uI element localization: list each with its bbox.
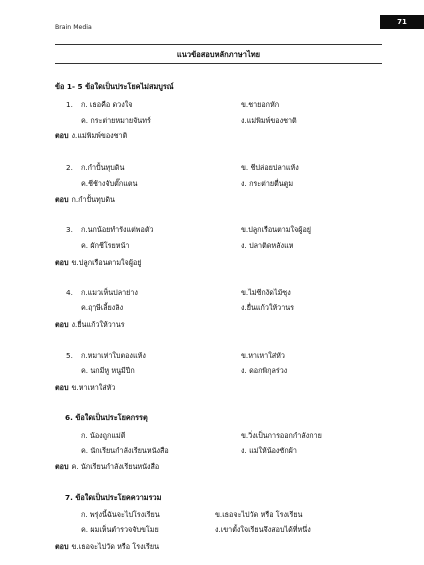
q4-number: 4.	[66, 288, 73, 297]
q6-answer: ตอบ ค. นักเรียนกำลังเรียนหนังสือ	[55, 462, 160, 471]
brand-name: Brain Media	[55, 24, 92, 31]
q1-choice-d: ง.แม่พิมพ์ของชาติ	[241, 116, 297, 125]
q3-choice-a: ก.นกน้อยทำรังแต่พอตัว	[81, 225, 154, 234]
q5-answer: ตอบ ข.หาเหาใส่หัว	[55, 383, 116, 392]
q5-number: 5.	[66, 351, 73, 360]
q7-choice-c: ค. ผมเห็นตำรวจจับขโมย	[81, 525, 159, 534]
q7-choice-b: ข.เธอจะไปวัด หรือ โรงเรียน	[215, 510, 303, 519]
q2-choice-c: ค.ชีช้างจับตั๊กแตน	[81, 179, 138, 188]
q1-choice-b: ข.ชายอกหัก	[241, 100, 280, 109]
q3-number: 3.	[66, 225, 73, 234]
q3-answer: ตอบ ข.ปลูกเรือนตามใจผู้อยู่	[55, 258, 142, 267]
q2-choice-a: ก.กำปั้นทุบดิน	[81, 163, 125, 172]
q5-choice-b: ข.หาเหาใส่หัว	[241, 351, 285, 360]
q3-choice-c: ค. ผักชีโรยหน้า	[81, 241, 130, 250]
q6-choice-a: ก. น้องถูกแม่ตี	[81, 431, 126, 440]
q4-answer: ตอบ ง.ยื่นแก้วให้วานร	[55, 320, 125, 329]
q7-answer: ตอบ ข.เธอจะไปวัด หรือ โรงเรียน	[55, 542, 160, 551]
q2-answer: ตอบ ก.กำปั้นทุบดิน	[55, 195, 115, 204]
q5-choice-c: ค. นกมีหู หนูมีปีก	[81, 366, 135, 375]
page-number: 71	[380, 15, 424, 29]
q4-choice-c: ค.ฤๅษีเลี้ยงลิง	[81, 303, 124, 312]
q4-choice-d: ง.ยื่นแก้วให้วานร	[241, 303, 295, 312]
q6-choice-b: ข.วิ่งเป็นการออกกำลังกาย	[241, 431, 322, 440]
q6-choice-d: ง. แม่ให้น้องซักผ้า	[241, 446, 297, 455]
q2-choice-d: ง. กระต่ายตื่นตูม	[241, 179, 294, 188]
q1-answer: ตอบ ง.แม่พิมพ์ของชาติ	[55, 131, 128, 140]
q4-choice-a: ก.แมวเห็นปลาย่าง	[81, 288, 138, 297]
q4-choice-b: ข.ไม่ซีกงัดไม้ซุง	[241, 288, 291, 297]
q3-choice-d: ง. ปลาติดหลังแห	[241, 241, 294, 250]
q2-choice-b: ข. ชีปล่อยปลาแห้ง	[241, 163, 299, 172]
section-1-heading: ข้อ 1- 5 ข้อใดเป็นประโยคไม่สมบูรณ์	[55, 82, 174, 91]
q7-choice-a: ก. พรุ่งนี้ฉันจะไปโรงเรียน	[81, 510, 160, 519]
q1-choice-a: ก. เธอคือ ดวงใจ	[81, 100, 133, 109]
q5-choice-d: ง. ดอกพิกุลร่วง	[241, 366, 288, 375]
q7-choice-d: ง.เขาตั้งใจเรียนจึงสอบได้ที่หนึ่ง	[215, 525, 311, 534]
title-bottom-rule	[55, 63, 382, 64]
q1-number: 1.	[66, 100, 73, 109]
q6-heading: 6. ข้อใดเป็นประโยคกรรตุ	[65, 413, 148, 422]
page-title: แนวข้อสอบหลักภาษาไทย	[176, 50, 261, 59]
q7-heading: 7. ข้อใดเป็นประโยคความรวม	[65, 493, 162, 502]
q1-choice-c: ค. กระต่ายหมายจันทร์	[81, 116, 151, 125]
q5-choice-a: ก.หมาเห่าใบตองแห้ง	[81, 351, 146, 360]
q2-number: 2.	[66, 163, 73, 172]
q3-choice-b: ข.ปลูกเรือนตามใจผู้อยู่	[241, 225, 311, 234]
q6-choice-c: ค. นักเรียนกำลังเรียนหนังสือ	[81, 446, 169, 455]
title-top-rule	[55, 44, 382, 45]
